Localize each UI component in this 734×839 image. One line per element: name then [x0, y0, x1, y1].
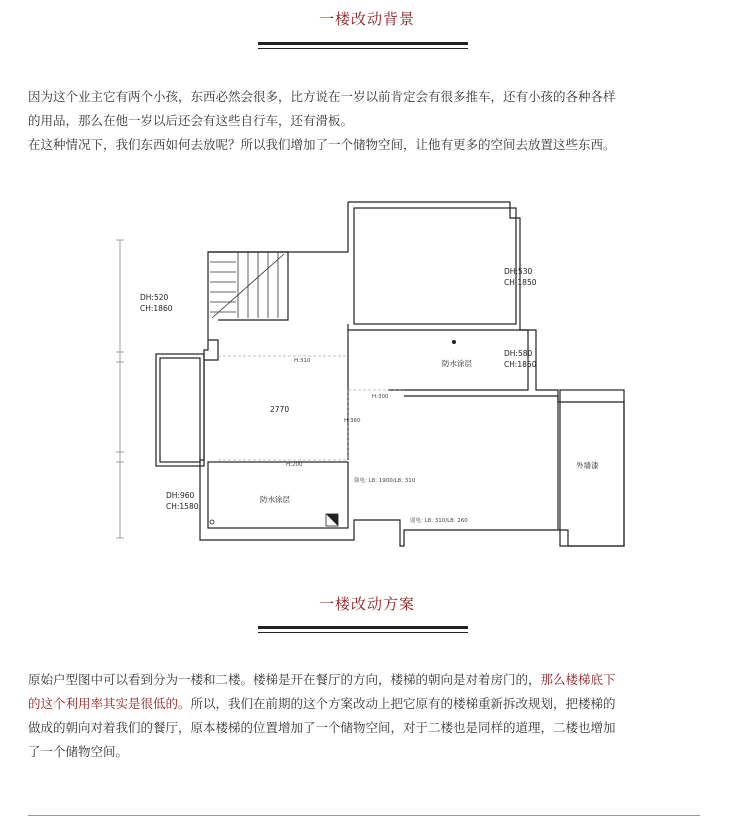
title-divider: [258, 626, 468, 631]
background-paragraph: [28, 85, 708, 157]
dh-label: DH:520: [140, 293, 169, 302]
dh-label: DH:580: [504, 349, 533, 358]
dh-label: DH:530: [504, 267, 533, 276]
room-label: 外墙漆: [576, 461, 599, 470]
paragraph-line: 了一个储物空间。: [28, 744, 129, 759]
paragraph-line: [28, 692, 708, 716]
paragraph-line: 做成的朝向对着我们的餐厅，原本楼梯的位置增加了一个储物空间，对于二楼也是同样的道理，二楼也增加: [28, 720, 616, 735]
highlight-text: 的这个利用率其实是很低的。: [28, 696, 191, 711]
title-divider: [258, 42, 468, 47]
paragraph-line: 因为这个业主它有两个小孩，东西必然会很多，比方说在一岁以前肯定会有很多推车，还有小孩的各种各样: [28, 89, 616, 104]
paragraph-line: 的用品，那么在他一岁以后还会有这些自行车，还有滑板。: [28, 113, 354, 128]
room-label: 防水涂层: [442, 359, 472, 368]
paragraph-text: 所以，我们在前期的这个方案改动上把它原有的楼梯重新拆改规划，把楼梯的: [190, 696, 616, 711]
floor-plan: [108, 190, 638, 560]
ch-label: CH:1850: [504, 278, 537, 287]
dh-label: DH:960: [166, 491, 195, 500]
plan-paragraph: [28, 668, 708, 764]
paragraph-line: 在这种情况下，我们东西如何去放呢？所以我们增加了一个储物空间，让他有更多的空间去放置这些东西。: [28, 137, 616, 152]
ch-label: CH:1580: [166, 502, 199, 511]
highlight-text: 那么楼梯底下: [540, 672, 616, 687]
section-title-background: 一楼改动背景: [318, 10, 415, 28]
height-label: H:300: [372, 394, 389, 400]
room-label: 防水涂层: [260, 495, 290, 504]
electrical-label: 强电: L8: 1900/L8: 310: [354, 478, 416, 484]
height-label: H:310: [294, 358, 311, 364]
height-label: H:360: [344, 418, 361, 424]
dimension-line: [116, 240, 124, 538]
stair-icon: [210, 252, 284, 318]
section-title-plan: 一楼改动方案: [318, 595, 415, 613]
dimension-label: 2770: [270, 405, 290, 414]
height-lines: [218, 356, 404, 460]
ch-label: CH:1850: [504, 360, 537, 369]
height-label: H:200: [286, 462, 303, 468]
outlet-icon: [210, 340, 456, 526]
paragraph-text: 原始户型图中可以看到分为一楼和二楼。楼梯是开在餐厅的方向，楼梯的朝向是对着房门的，: [28, 672, 541, 687]
paragraph-line: [28, 668, 708, 692]
ch-label: CH:1860: [140, 304, 173, 313]
bottom-divider: [28, 815, 700, 816]
electrical-label: 弱电: L8: 310/L8: 260: [410, 518, 468, 524]
